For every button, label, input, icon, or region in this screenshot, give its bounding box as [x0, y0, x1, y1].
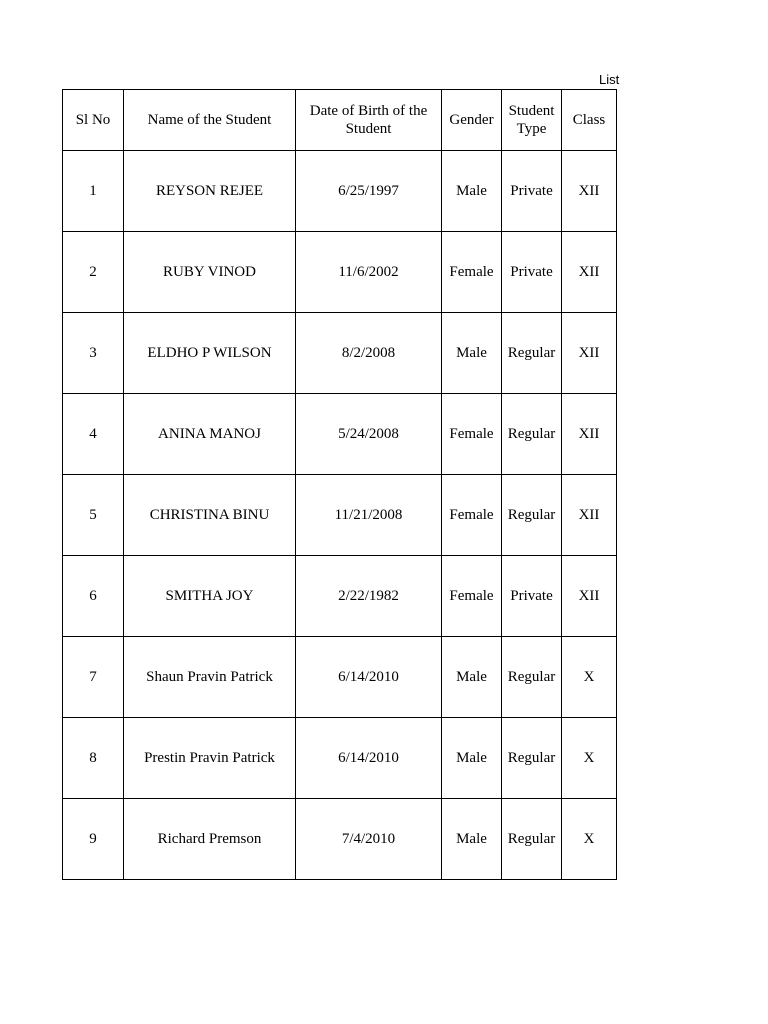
cell-name: REYSON REJEE — [124, 151, 296, 232]
cell-student-type: Regular — [502, 637, 562, 718]
cell-class: X — [562, 718, 617, 799]
cell-date-of-birth: 11/6/2002 — [296, 232, 442, 313]
cell-class: XII — [562, 313, 617, 394]
column-header-student-type: Student Type — [502, 90, 562, 151]
table-row — [63, 718, 617, 799]
cell-sl-no: 6 — [63, 556, 124, 637]
cell-class: X — [562, 637, 617, 718]
table-row — [63, 475, 617, 556]
cell-gender: Female — [442, 232, 502, 313]
cell-date-of-birth: 6/14/2010 — [296, 637, 442, 718]
cell-date-of-birth: 6/25/1997 — [296, 151, 442, 232]
cell-sl-no: 4 — [63, 394, 124, 475]
cell-gender: Female — [442, 394, 502, 475]
cell-date-of-birth: 7/4/2010 — [296, 799, 442, 880]
cell-name: SMITHA JOY — [124, 556, 296, 637]
cell-student-type: Regular — [502, 718, 562, 799]
cell-sl-no: 2 — [63, 232, 124, 313]
column-header-name: Name of the Student — [124, 90, 296, 151]
cell-gender: Male — [442, 151, 502, 232]
cell-date-of-birth: 11/21/2008 — [296, 475, 442, 556]
cell-class: XII — [562, 475, 617, 556]
cell-student-type: Private — [502, 232, 562, 313]
table-row — [63, 232, 617, 313]
cell-student-type: Private — [502, 556, 562, 637]
cell-sl-no: 7 — [63, 637, 124, 718]
cell-date-of-birth: 2/22/1982 — [296, 556, 442, 637]
table-row — [63, 394, 617, 475]
cell-class: X — [562, 799, 617, 880]
table-row — [63, 799, 617, 880]
cell-class: XII — [562, 394, 617, 475]
cell-date-of-birth: 6/14/2010 — [296, 718, 442, 799]
cell-name: Richard Premson — [124, 799, 296, 880]
cell-class: XII — [562, 151, 617, 232]
cell-gender: Male — [442, 799, 502, 880]
cell-gender: Male — [442, 637, 502, 718]
cell-gender: Male — [442, 313, 502, 394]
cell-gender: Female — [442, 475, 502, 556]
students-table — [62, 89, 617, 880]
cell-student-type: Regular — [502, 313, 562, 394]
cell-name: RUBY VINOD — [124, 232, 296, 313]
cell-name: Prestin Pravin Patrick — [124, 718, 296, 799]
table-row — [63, 556, 617, 637]
column-header-sl-no: Sl No — [63, 90, 124, 151]
column-header-date-of-birth: Date of Birth of the Student — [296, 90, 442, 151]
list-title-clipped: List — [599, 72, 620, 87]
cell-class: XII — [562, 232, 617, 313]
cell-student-type: Regular — [502, 475, 562, 556]
cell-name: Shaun Pravin Patrick — [124, 637, 296, 718]
cell-name: ANINA MANOJ — [124, 394, 296, 475]
cell-name: ELDHO P WILSON — [124, 313, 296, 394]
table-row — [63, 637, 617, 718]
cell-name: CHRISTINA BINU — [124, 475, 296, 556]
cell-sl-no: 8 — [63, 718, 124, 799]
cell-gender: Male — [442, 718, 502, 799]
table-row — [63, 313, 617, 394]
cell-sl-no: 5 — [63, 475, 124, 556]
cell-class: XII — [562, 556, 617, 637]
cell-student-type: Private — [502, 151, 562, 232]
cell-student-type: Regular — [502, 394, 562, 475]
cell-date-of-birth: 5/24/2008 — [296, 394, 442, 475]
cell-gender: Female — [442, 556, 502, 637]
cell-sl-no: 3 — [63, 313, 124, 394]
cell-student-type: Regular — [502, 799, 562, 880]
column-header-gender: Gender — [442, 90, 502, 151]
cell-sl-no: 9 — [63, 799, 124, 880]
table-header-row — [63, 90, 617, 151]
cell-date-of-birth: 8/2/2008 — [296, 313, 442, 394]
column-header-class: Class — [562, 90, 617, 151]
table-row — [63, 151, 617, 232]
cell-sl-no: 1 — [63, 151, 124, 232]
